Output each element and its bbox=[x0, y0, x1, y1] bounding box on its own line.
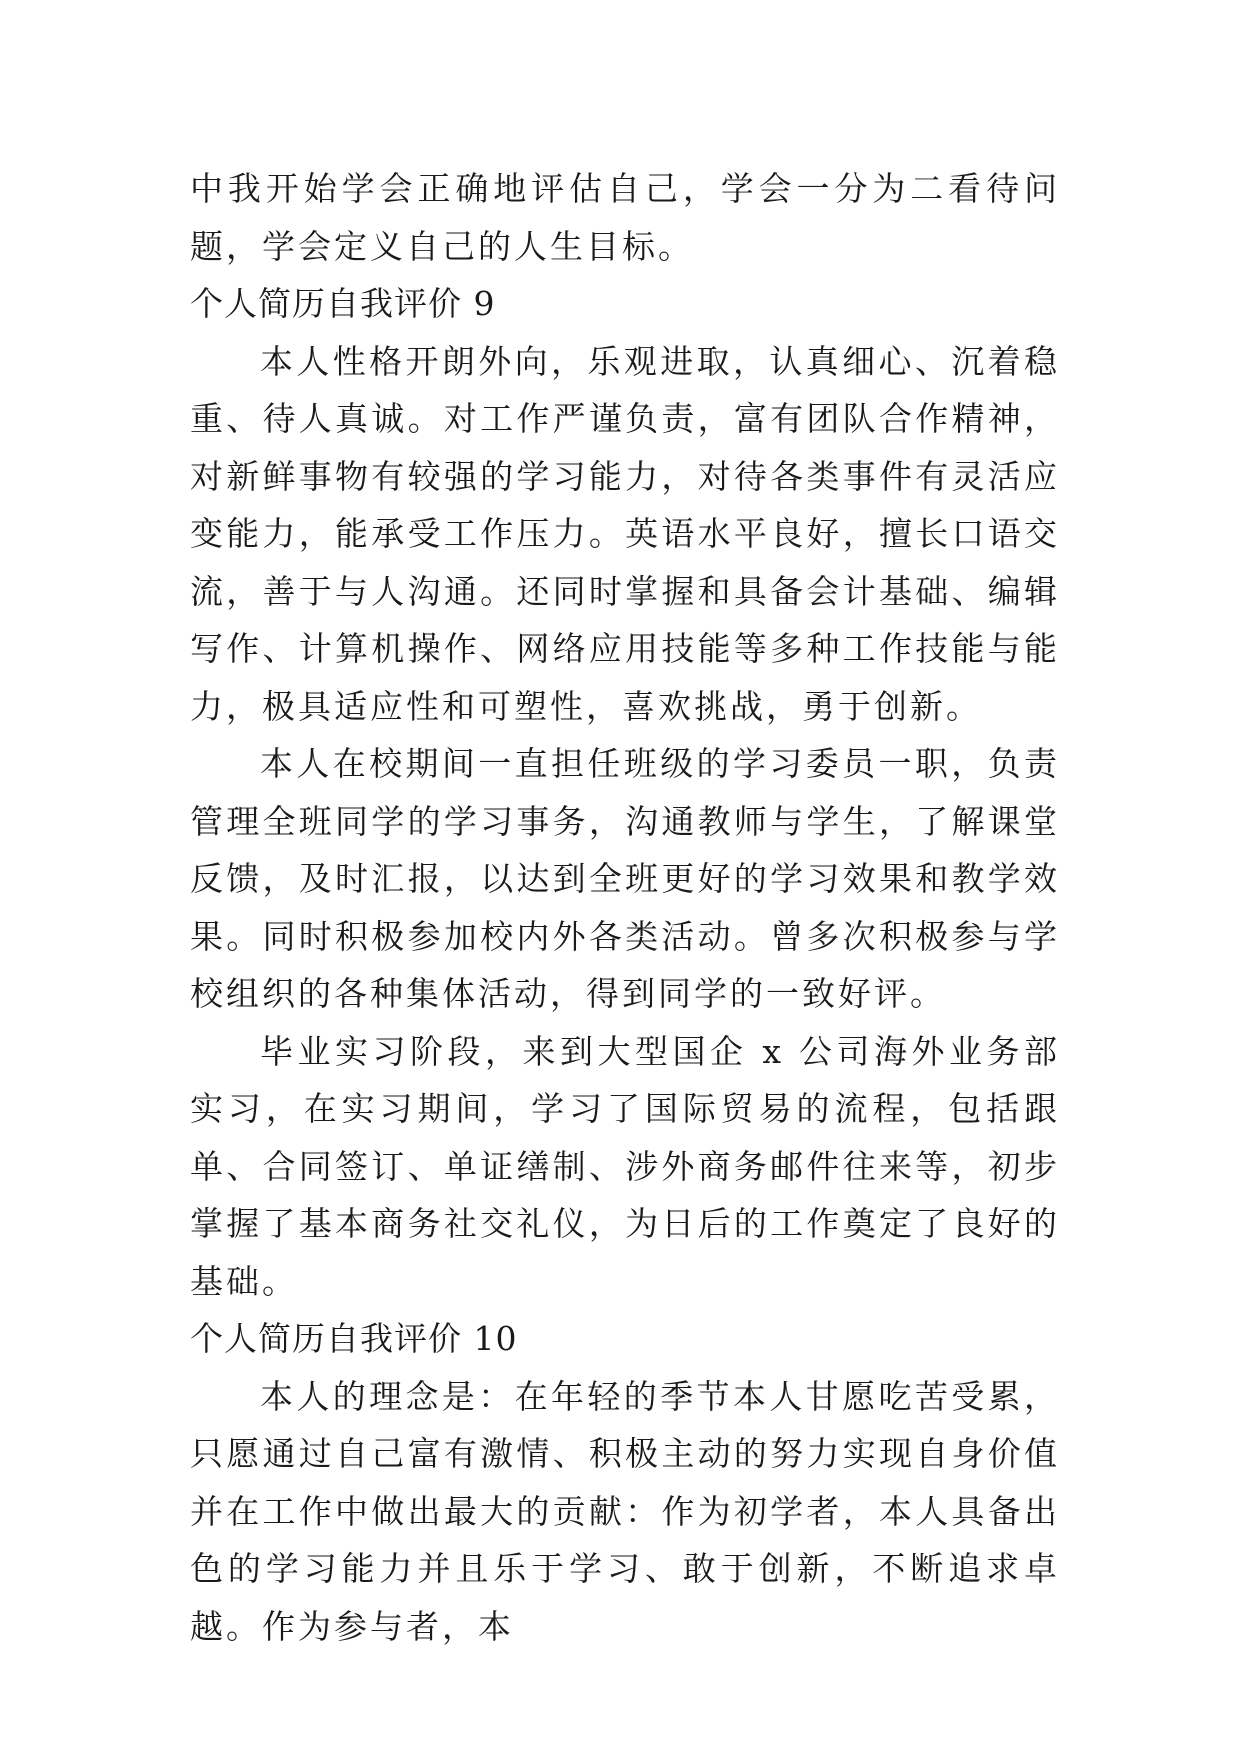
section-9-paragraph-2: 本人在校期间一直担任班级的学习委员一职，负责管理全班同学的学习事务，沟通教师与学生，了解课堂反馈，及时汇报，以达到全班更好的学习效果和教学效果。同时积极参加校内外各类活动。曾多次积极参与学校组织的各种集体活动，得到同学的一致好评。 bbox=[190, 744, 1060, 1013]
section-9-paragraph-1: 本人性格开朗外向，乐观进取，认真细心、沉着稳重、待人真诚。对工作严谨负责，富有团队合作精神，对新鲜事物有较强的学习能力，对待各类事件有灵活应变能力，能承受工作压力。英语水平良好，擅长口语交流，善于与人沟通。还同时掌握和具备会计基础、编辑写作、计算机操作、网络应用技能等多种工作技能与能力，极具适应性和可塑性，喜欢挑战，勇于创新。 bbox=[190, 341, 1060, 726]
document-body bbox=[190, 160, 1060, 1655]
section-10-title: 个人简历自我评价 10 bbox=[190, 1319, 518, 1358]
section-9-title: 个人简历自我评价 9 bbox=[190, 284, 496, 323]
section-10-paragraph-1: 本人的理念是：在年轻的季节本人甘愿吃苦受累，只愿通过自己富有激情、积极主动的努力实现自身价值并在工作中做出最大的贡献：作为初学者，本人具备出色的学习能力并且乐于学习、敢于创新，不断追求卓越。作为参与者，本 bbox=[190, 1376, 1060, 1646]
intro-continuation-paragraph: 中我开始学会正确地评估自己，学会一分为二看待问题，学会定义自己的人生目标。 bbox=[190, 169, 1060, 266]
section-9-paragraph-3: 毕业实习阶段，来到大型国企 x 公司海外业务部实习，在实习期间，学习了国际贸易的流程，包括跟单、合同签订、单证缮制、涉外商务邮件往来等，初步掌握了基本商务社交礼仪，为日后的工作奠定了良好的基础。 bbox=[190, 1031, 1060, 1301]
